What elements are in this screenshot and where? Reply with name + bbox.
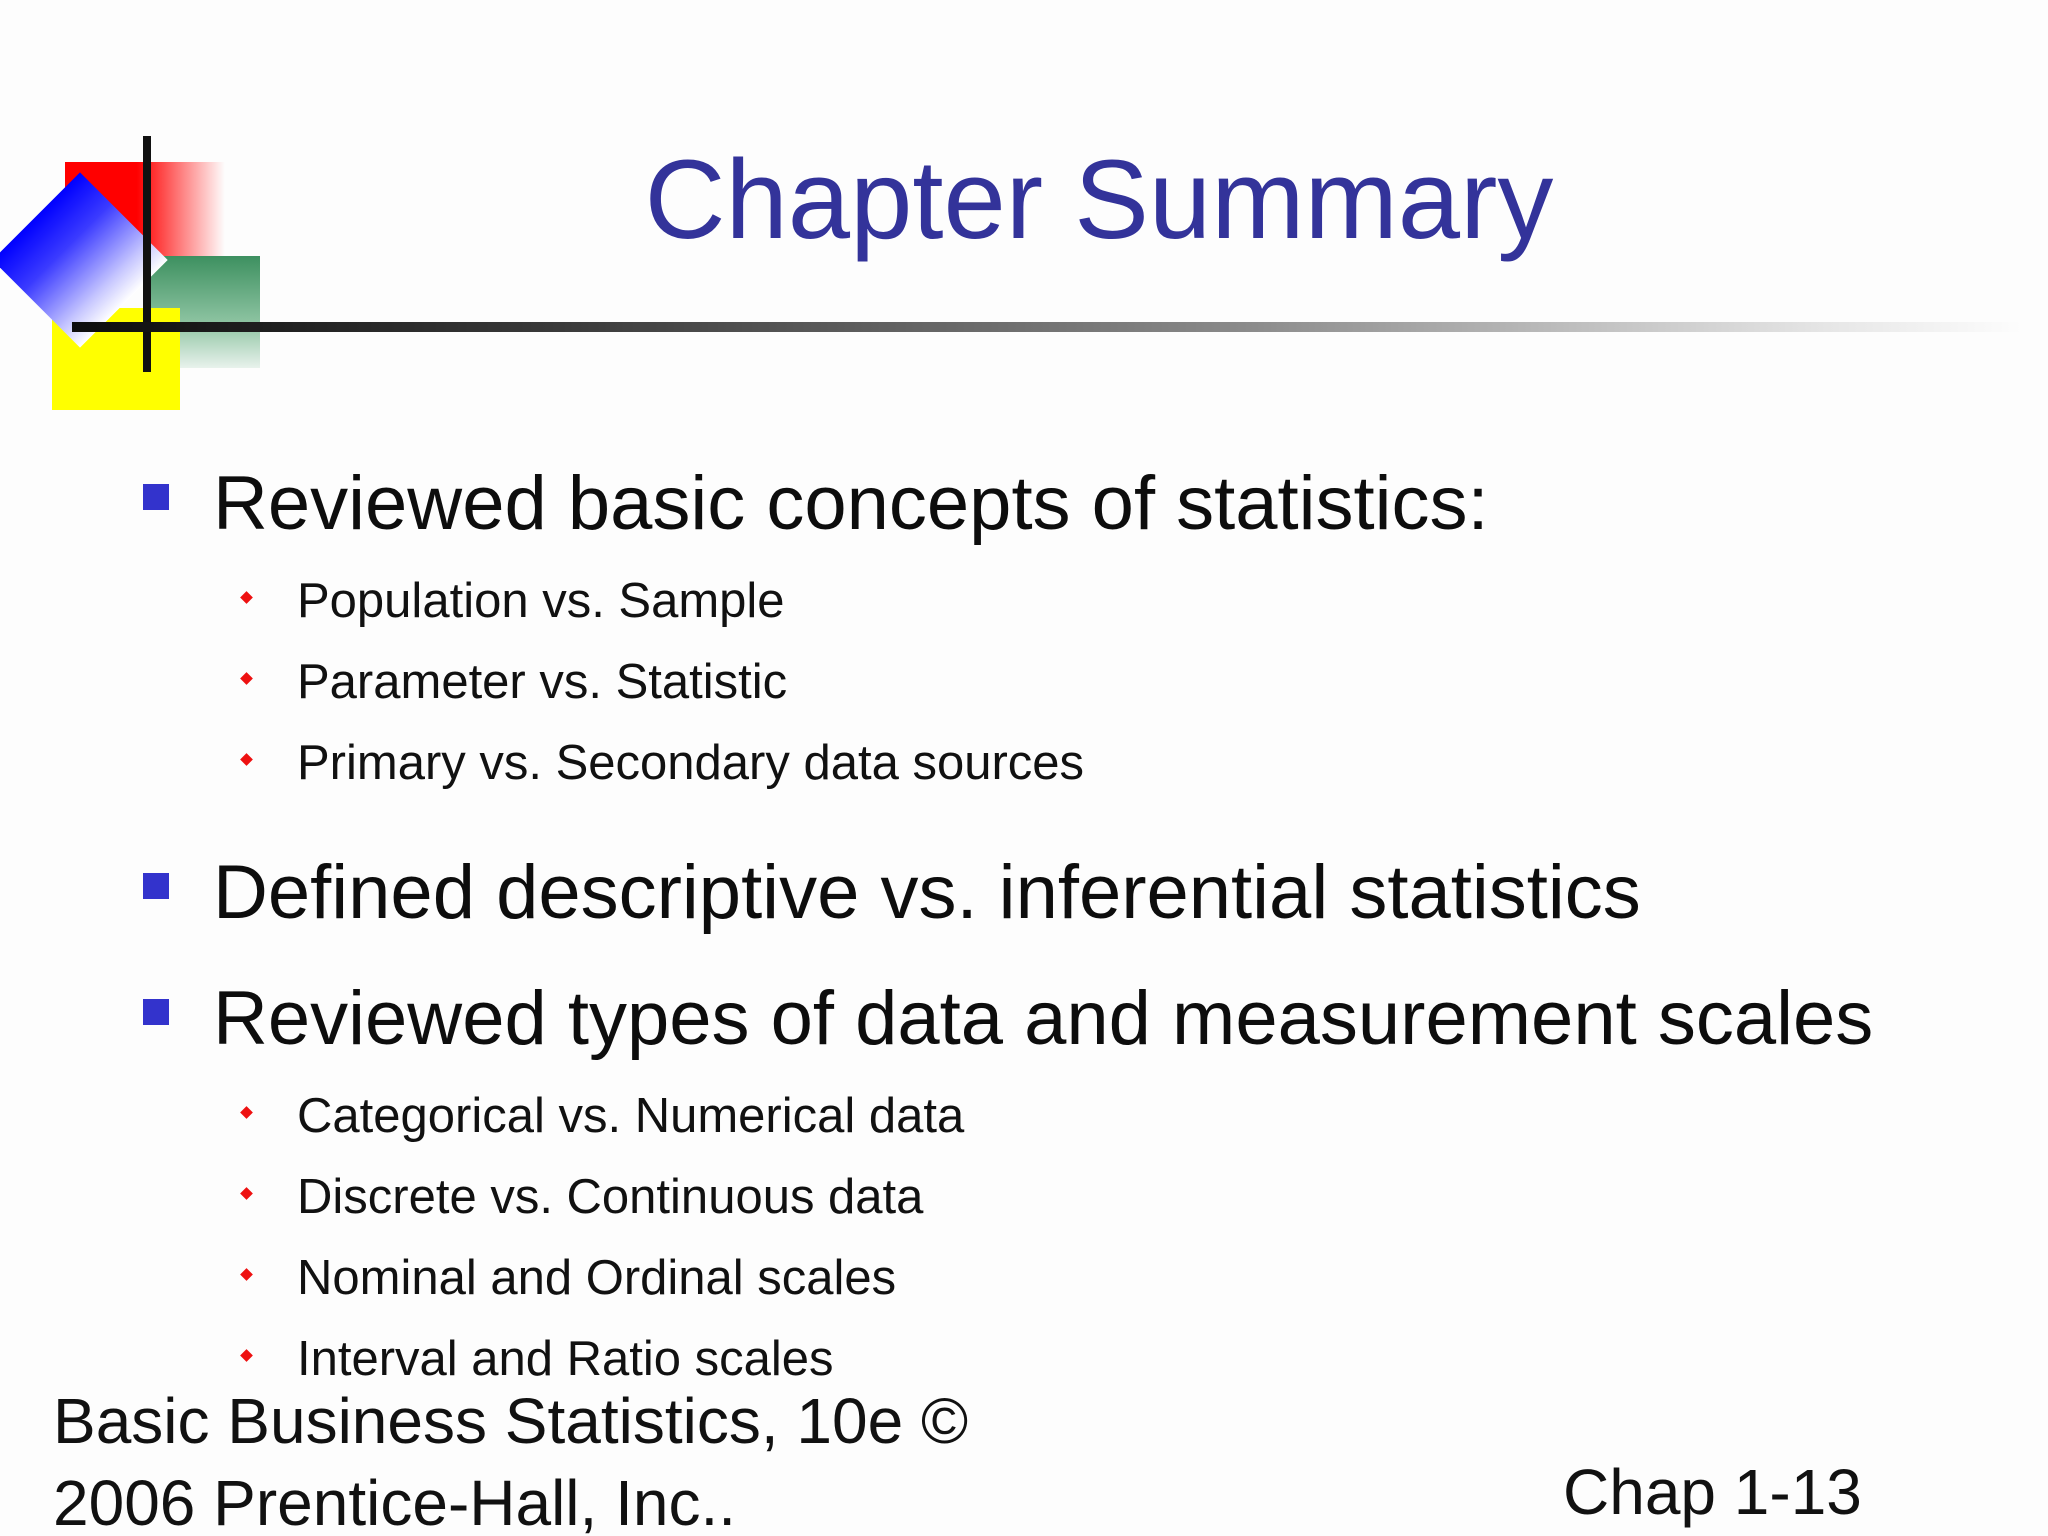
square-bullet-icon bbox=[143, 999, 169, 1025]
square-bullet-icon bbox=[143, 484, 169, 510]
sub-bullet-text: Discrete vs. Continuous data bbox=[297, 1170, 924, 1224]
diamond-bullet-icon bbox=[240, 1187, 253, 1200]
sub-bullet-text: Parameter vs. Statistic bbox=[297, 655, 788, 709]
footer-copyright bbox=[53, 1380, 968, 1536]
diamond-bullet-icon bbox=[240, 1349, 253, 1362]
bullet-text: Reviewed basic concepts of statistics: bbox=[213, 461, 1489, 546]
page-number: Chap 1-13 bbox=[1563, 1456, 1862, 1528]
bullet-item bbox=[213, 461, 1489, 546]
diamond-bullet-icon bbox=[240, 753, 253, 766]
sub-bullet-item bbox=[297, 1170, 924, 1224]
footer-line-2: 2006 Prentice-Hall, Inc.. bbox=[53, 1467, 736, 1536]
sub-bullet-item bbox=[297, 1251, 897, 1305]
footer-line-1: Basic Business Statistics, 10e © bbox=[53, 1385, 969, 1457]
sub-bullet-item bbox=[297, 736, 1085, 790]
sub-bullet-text: Interval and Ratio scales bbox=[297, 1332, 834, 1386]
sub-bullet-text: Categorical vs. Numerical data bbox=[297, 1089, 965, 1143]
sub-bullet-item bbox=[297, 1089, 965, 1143]
sub-bullet-item bbox=[297, 574, 785, 628]
sub-bullet-text: Population vs. Sample bbox=[297, 574, 785, 628]
diamond-bullet-icon bbox=[240, 1106, 253, 1119]
diamond-bullet-icon bbox=[240, 591, 253, 604]
sub-bullet-text: Nominal and Ordinal scales bbox=[297, 1251, 897, 1305]
bullet-item bbox=[213, 976, 1874, 1061]
diamond-bullet-icon bbox=[240, 1268, 253, 1281]
title-divider bbox=[72, 322, 2022, 332]
sub-bullet-item bbox=[297, 1332, 834, 1386]
bullet-text: Defined descriptive vs. inferential statistics bbox=[213, 850, 1641, 935]
sub-bullet-text: Primary vs. Secondary data sources bbox=[297, 736, 1085, 790]
sub-bullet-item bbox=[297, 655, 788, 709]
slide-title: Chapter Summary bbox=[644, 137, 1554, 262]
bullet-text: Reviewed types of data and measurement scales bbox=[213, 976, 1874, 1061]
square-bullet-icon bbox=[143, 873, 169, 899]
bullet-item bbox=[213, 850, 1641, 935]
diamond-bullet-icon bbox=[240, 672, 253, 685]
